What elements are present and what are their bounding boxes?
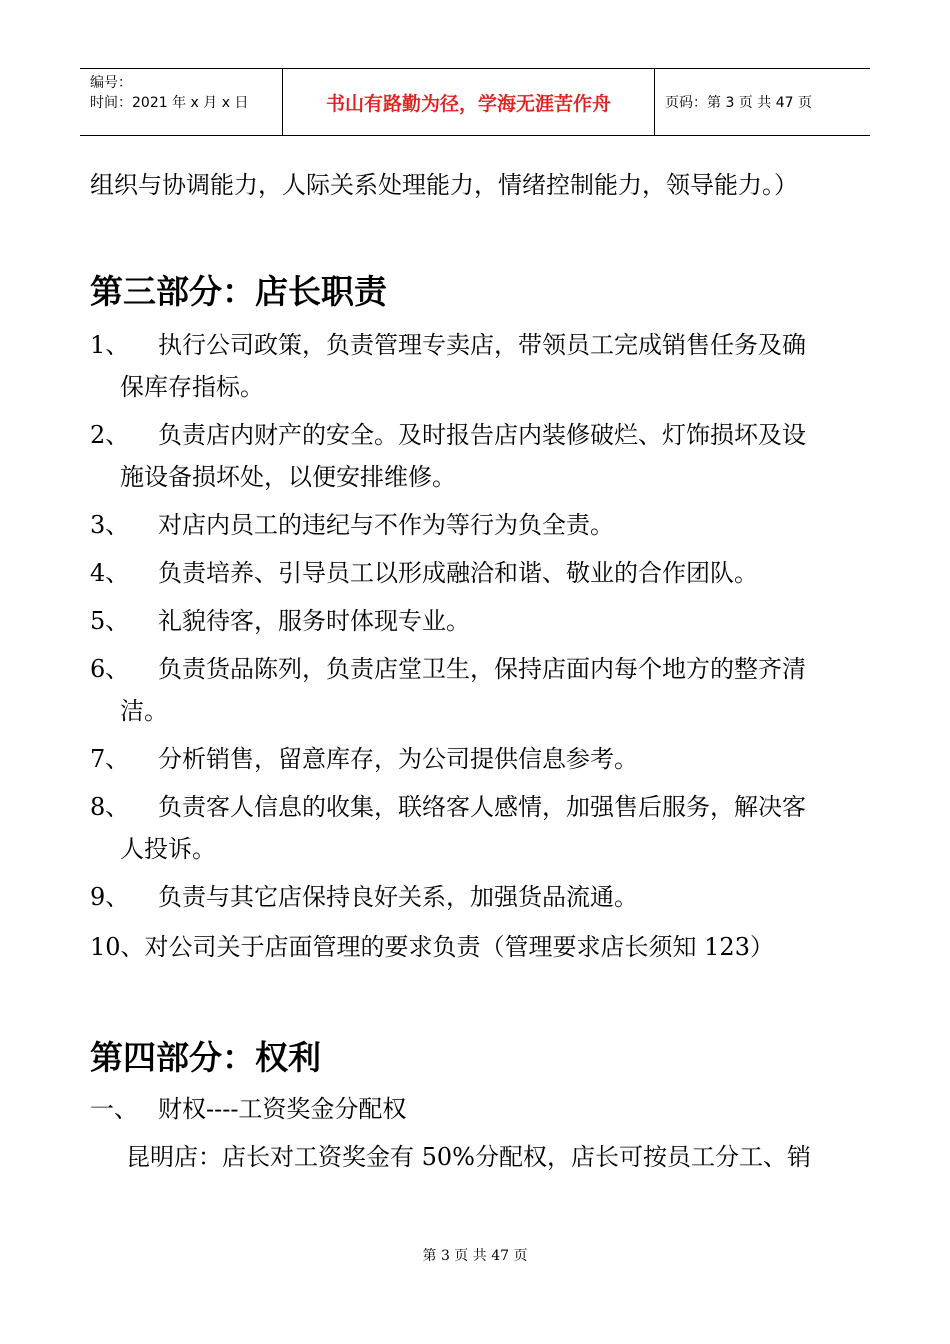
- time-label: 时间：2021 年 x 月 x 日: [90, 95, 249, 111]
- list-item-text: 执行公司政策，负责管理专卖店，带领员工完成销售任务及确: [158, 331, 806, 359]
- list-item: [90, 550, 865, 598]
- list-item-text: 负责货品陈列，负责店堂卫生，保持店面内每个地方的整齐清: [158, 655, 806, 683]
- list-item-number: 1、: [90, 331, 130, 359]
- list-item-number: 2、: [90, 421, 130, 449]
- list-item: [90, 784, 865, 874]
- list-item-row: [90, 502, 865, 550]
- list-item-10: 10、对公司关于店面管理的要求负责（管理要求店长须知 123）: [90, 933, 774, 961]
- list-item-row: [90, 550, 865, 598]
- list-item-text: 负责与其它店保持良好关系，加强货品流通。: [158, 883, 638, 911]
- list-item-text: 礼貌待客，服务时体现专业。: [158, 607, 470, 635]
- subsection-number: 一、: [90, 1095, 138, 1123]
- list-item-text: 对店内员工的违纪与不作为等行为负全责。: [158, 511, 614, 539]
- list-item: [90, 502, 865, 550]
- list-item-number: 6、: [90, 655, 130, 683]
- list-item: [90, 736, 865, 784]
- list-item-number: 4、: [90, 559, 130, 587]
- list-item-row: [90, 646, 865, 686]
- subsection-text: 财权----工资奖金分配权: [158, 1095, 407, 1123]
- list-item-row: [90, 784, 865, 824]
- list-item-text: 负责培养、引导员工以形成融洽和谐、敬业的合作团队。: [158, 559, 758, 587]
- subsection-heading: [90, 1088, 865, 1130]
- list-item-continuation: 人投诉。: [120, 835, 216, 863]
- list-item: [90, 874, 865, 922]
- document-body: [90, 168, 865, 1174]
- list-item-row: [90, 322, 865, 362]
- list-item-number: 7、: [90, 745, 130, 773]
- list-item: [90, 322, 865, 412]
- list-item: [90, 598, 865, 646]
- list-item-row: [90, 736, 865, 784]
- list-item-text: 分析销售，留意库存，为公司提供信息参考。: [158, 745, 638, 773]
- list-item-number: 5、: [90, 607, 130, 635]
- list-item-continuation: 施设备损坏处，以便安排维修。: [120, 463, 456, 491]
- list-item-number: 9、: [90, 883, 130, 911]
- list-item-number: 3、: [90, 511, 130, 539]
- section-4-title: 第四部分：权利: [90, 1038, 321, 1077]
- header-meta: [80, 69, 283, 135]
- list-item: [90, 646, 865, 736]
- page-footer: 第 3 页 共 47 页: [422, 1248, 528, 1264]
- list-item-text: 负责客人信息的收集，联络客人感情，加强售后服务，解决客: [158, 793, 806, 821]
- list-item-number: 8、: [90, 793, 130, 821]
- list-item-row: [90, 412, 865, 452]
- list-item-text: 负责店内财产的安全。及时报告店内装修破烂、灯饰损坏及设: [158, 421, 806, 449]
- list-item-row: [90, 598, 865, 646]
- intro-paragraph: 组织与协调能力，人际关系处理能力，情绪控制能力，领导能力。）: [90, 171, 798, 199]
- header-page-info: 页码：第 3 页 共 47 页: [665, 95, 812, 111]
- list-item-continuation: 洁。: [120, 697, 168, 725]
- number-label: 编号：: [90, 75, 132, 91]
- list-item: [90, 412, 865, 502]
- list-item-continuation: 保库存指标。: [120, 373, 264, 401]
- duties-list: [90, 322, 865, 922]
- section-4-paragraph: 昆明店：店长对工资奖金有 50%分配权，店长可按员工分工、销: [126, 1143, 811, 1171]
- list-item-row: [90, 874, 865, 922]
- header-motto: 书山有路勤为径，学海无涯苦作舟: [283, 69, 655, 135]
- section-3-title: 第三部分：店长职责: [90, 272, 387, 311]
- page-header: [80, 68, 870, 136]
